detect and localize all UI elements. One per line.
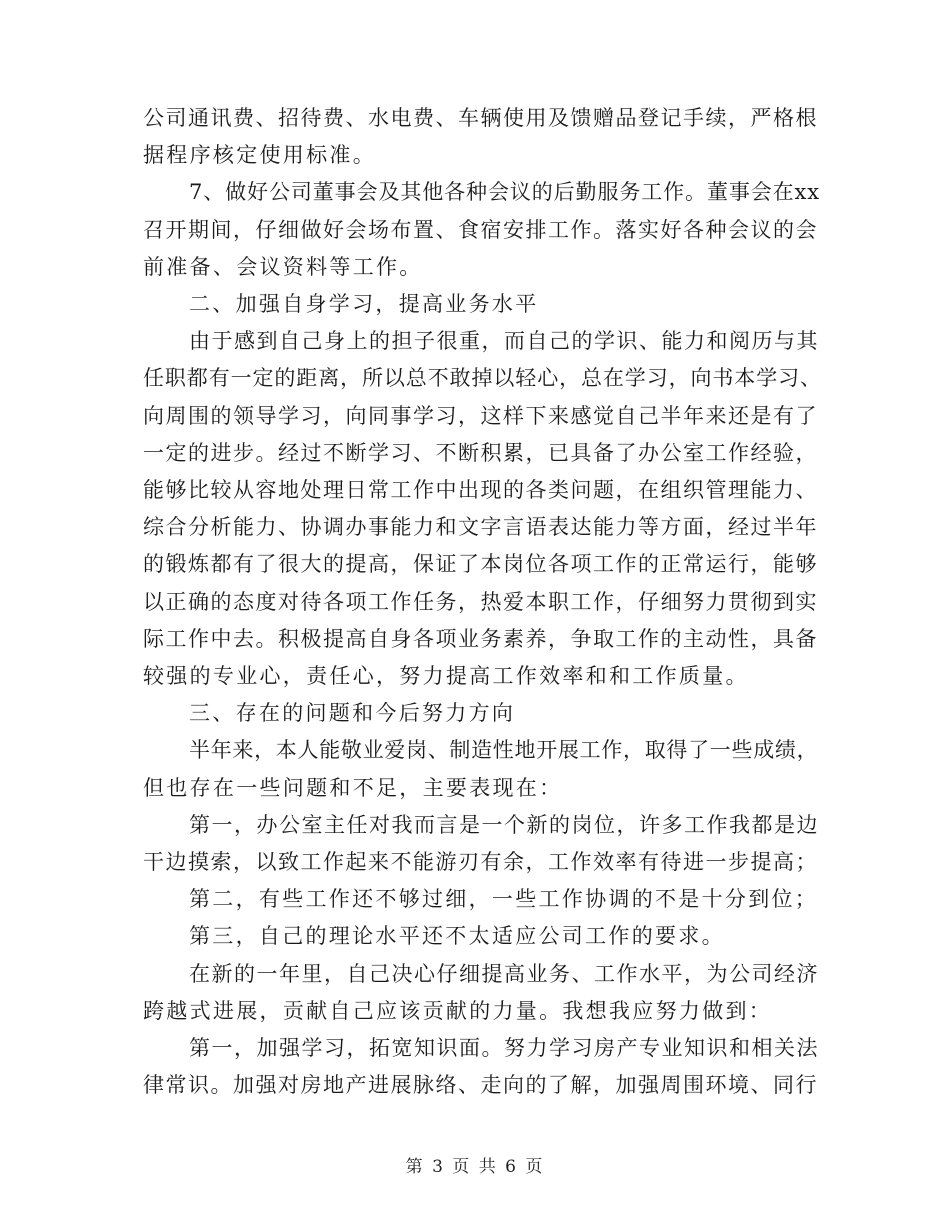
document-line: 半年来，本人能敬业爱岗、制造性地开展工作，取得了一些成绩， xyxy=(189,738,819,762)
document-line: 的锻炼都有了很大的提高，保证了本岗位各项工作的正常运行，能够 xyxy=(143,552,818,576)
document-line: 任职都有一定的距离，所以总不敢掉以轻心，总在学习，向书本学习、 xyxy=(143,366,822,390)
document-line: 跨越式进展，贡献自己应该贡献的力量。我想我应努力做到： xyxy=(143,999,773,1023)
document-line: 召开期间，仔细做好会场布置、食宿安排工作。落实好各种会议的会 xyxy=(143,218,818,242)
document-line: 前准备、会议资料等工作。 xyxy=(143,255,423,279)
document-line: 二、加强自身学习，提高业务水平 xyxy=(189,292,539,316)
document-line: 能够比较从容地处理日常工作中出现的各类问题，在组织管理能力、 xyxy=(143,478,818,502)
document-line: 三、存在的问题和今后努力方向 xyxy=(189,701,516,725)
document-line: 以正确的态度对待各项工作任务，热爱本职工作，仔细努力贯彻到实 xyxy=(143,590,818,614)
document-line: 由于感到自己身上的担子很重，而自己的学识、能力和阅历与其 xyxy=(189,329,819,353)
document-line: 综合分析能力、协调办事能力和文字言语表达能力等方面，经过半年 xyxy=(143,515,818,539)
document-line: 干边摸索，以致工作起来不能游刃有余，工作效率有待进一步提高； xyxy=(143,850,818,874)
document-line: 第一，加强学习，拓宽知识面。努力学习房产专业知识和相关法 xyxy=(189,1036,819,1060)
document-line: 较强的专业心，责任心，努力提高工作效率和和工作质量。 xyxy=(143,664,749,688)
document-line: 7、做好公司董事会及其他各种会议的后勤服务工作。董事会在xx xyxy=(189,180,821,204)
page-number-footer: 第 3 页 共 6 页 xyxy=(405,1157,545,1177)
document-line: 但也存在一些问题和不足，主要表现在： xyxy=(143,776,563,800)
document-line: 一定的进步。经过不断学习、不断积累，已具备了办公室工作经验， xyxy=(143,441,818,465)
document-line: 律常识。加强对房地产进展脉络、走向的了解，加强周围环境、同行 xyxy=(143,1073,818,1097)
document-line: 第二，有些工作还不够过细，一些工作协调的不是十分到位； xyxy=(189,887,819,911)
document-line: 第三，自己的理论水平还不太适应公司工作的要求。 xyxy=(189,924,725,948)
document-line: 际工作中去。积极提高自身各项业务素养，争取工作的主动性，具备 xyxy=(143,627,818,651)
document-line: 在新的一年里，自己决心仔细提高业务、工作水平，为公司经济 xyxy=(189,962,819,986)
document-line: 第一，办公室主任对我而言是一个新的岗位，许多工作我都是边 xyxy=(189,813,819,837)
document-line: 向周围的领导学习，向同事学习，这样下来感觉自己半年来还是有了 xyxy=(143,404,818,428)
document-line: 据程序核定使用标准。 xyxy=(143,143,376,167)
document-line: 公司通讯费、招待费、水电费、车辆使用及馈赠品登记手续，严格根 xyxy=(143,106,818,130)
